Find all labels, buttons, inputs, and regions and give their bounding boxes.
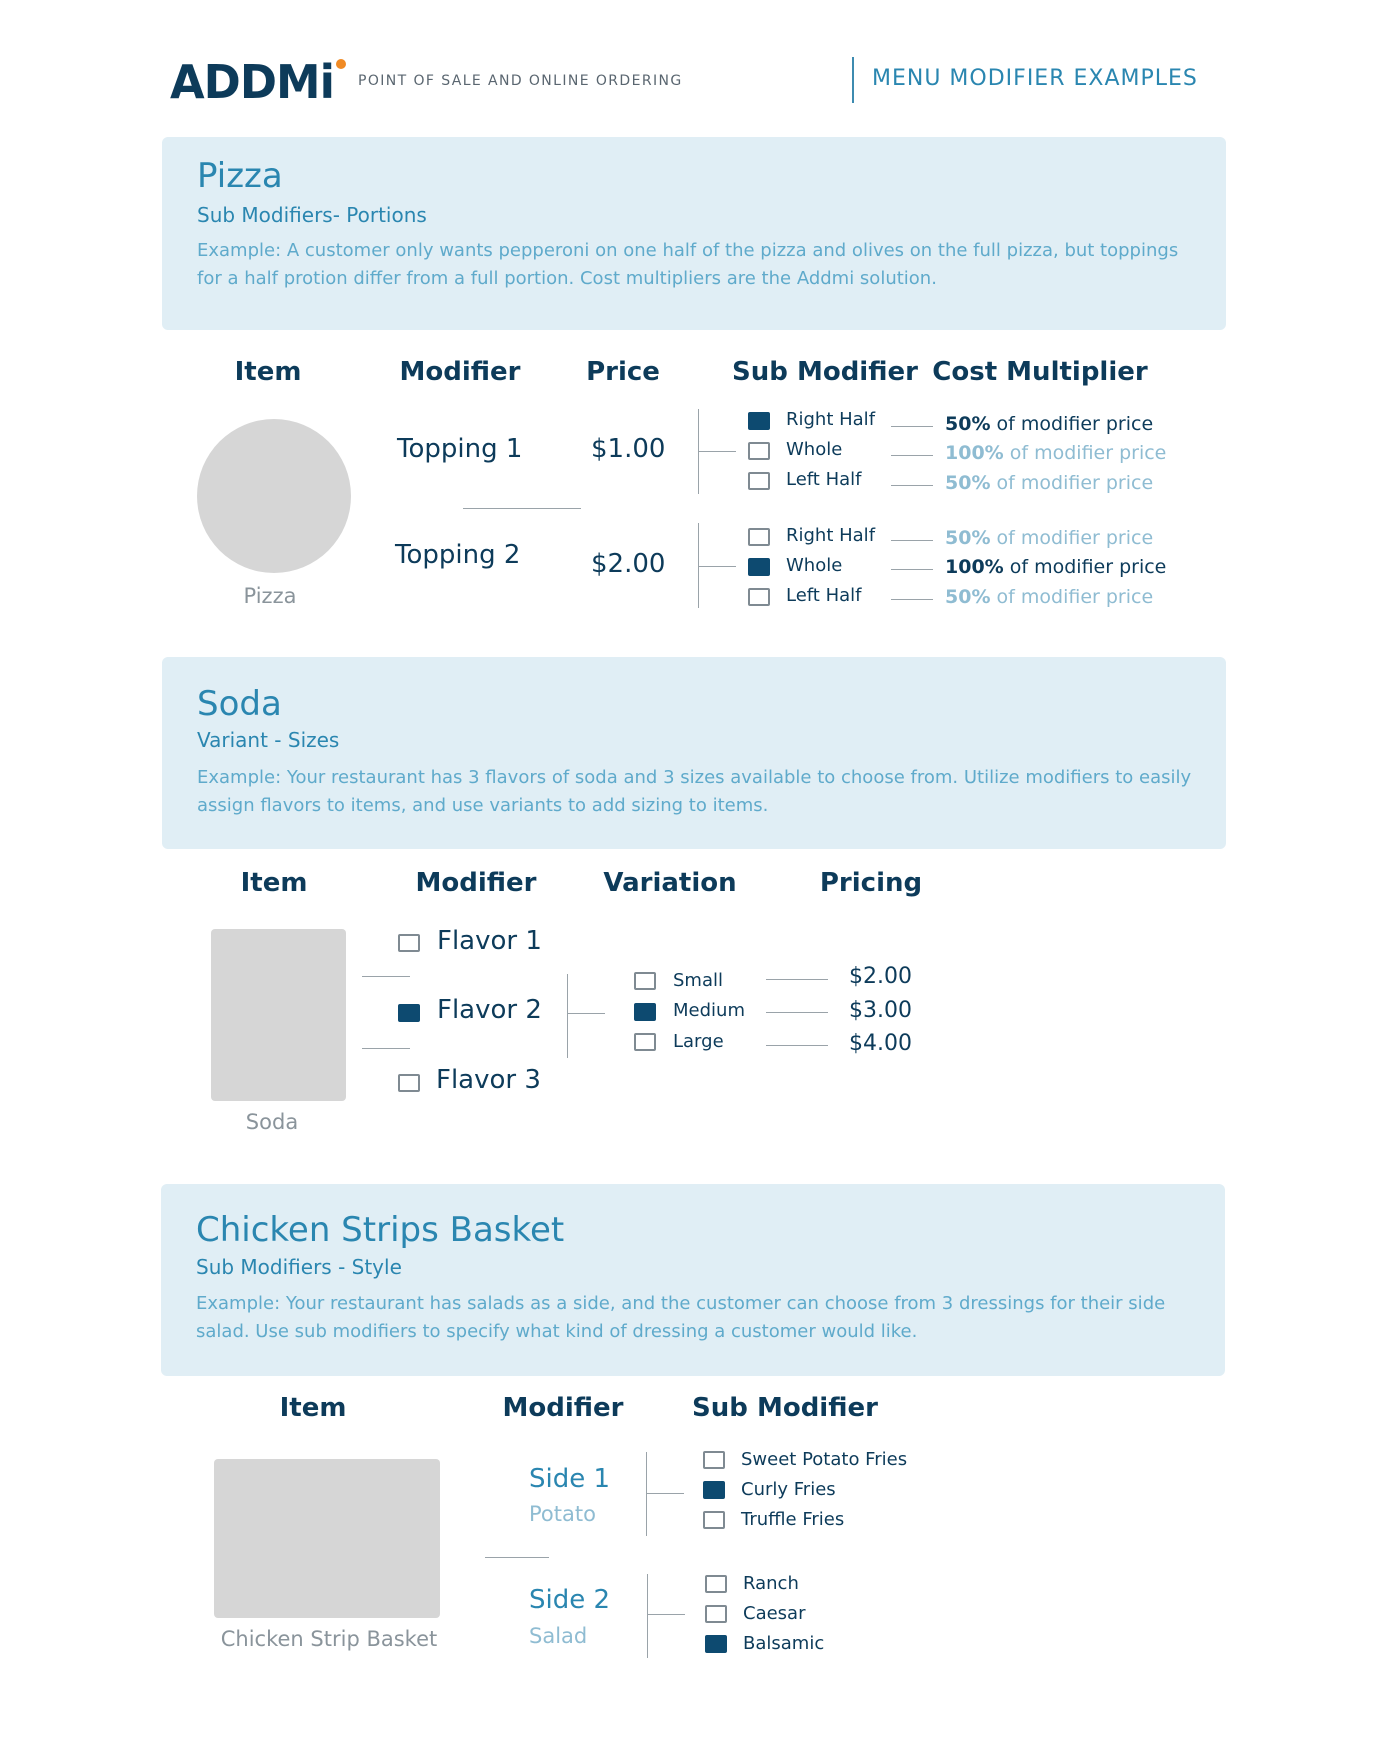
sub-modifier-checkbox[interactable] [748,412,770,430]
size-checkbox[interactable] [634,1033,656,1051]
connector-line [891,485,933,486]
size-label: Large [673,1031,724,1052]
sub-modifier-label: Whole [786,439,843,460]
pizza-panel-title: Pizza [197,156,283,196]
pizza-image-placeholder [197,419,351,573]
header-tagline: POINT OF SALE AND ONLINE ORDERING [358,73,683,89]
sub-modifier-checkbox[interactable] [703,1451,725,1469]
side-subtitle: Salad [529,1624,588,1648]
sub-modifier-label: Right Half [786,525,876,546]
sub-modifier-checkbox[interactable] [705,1635,727,1653]
pizza-modifier-name: Topping 1 [397,434,523,464]
pizza-header-modifier: Modifier [399,357,521,387]
pizza-panel-description: Example: A customer only wants pepperoni on one half of the pizza and olives on the full pizza, but toppings for a half protion differ from a full portion. Cost multipliers are the Addmi solution. [197,240,1179,289]
side-title: Side 2 [529,1585,611,1615]
pizza-header-cost-multiplier: Cost Multiplier [932,357,1148,387]
sub-modifier-label: Caesar [743,1603,806,1624]
connector-line [646,1452,647,1536]
pizza-header-sub-modifier: Sub Modifier [732,357,918,387]
connector-line [891,599,933,600]
pizza-header-price: Price [586,357,660,387]
chicken-panel-title: Chicken Strips Basket [196,1210,565,1250]
chicken-info-panel [161,1184,1225,1376]
cost-multiplier-text: 50% of modifier price [945,472,1154,494]
soda-panel-subtitle: Variant - Sizes [197,728,340,752]
sub-modifier-checkbox[interactable] [705,1575,727,1593]
size-price: $2.00 [849,964,912,989]
flavor-checkbox[interactable] [398,1074,420,1092]
size-checkbox[interactable] [634,1003,656,1021]
pizza-modifier-name: Topping 2 [395,540,521,570]
soda-panel-description: Example: Your restaurant has 3 flavors of soda and 3 sizes available to choose from. Utilize modifiers to easily assign flavors to items, and use variants to add sizing to items. [197,767,1192,816]
pizza-panel-subtitle: Sub Modifiers- Portions [197,203,427,227]
connector-line [891,426,933,427]
pizza-header-item: Item [234,357,302,387]
side-subtitle: Potato [529,1502,596,1526]
connector-line [698,451,736,452]
sub-modifier-checkbox[interactable] [748,472,770,490]
modifier-divider [362,1048,410,1049]
sub-modifier-checkbox[interactable] [748,588,770,606]
addmi-logo [170,58,346,104]
chicken-item-label: Chicken Strip Basket [220,1627,438,1651]
sub-modifier-checkbox[interactable] [703,1511,725,1529]
side-title: Side 1 [529,1464,611,1494]
logo-wordmark: ADDMi [170,58,334,104]
size-label: Small [673,970,723,991]
sub-modifier-checkbox[interactable] [748,558,770,576]
page-title: MENU MODIFIER EXAMPLES [872,66,1198,91]
connector-line [891,569,933,570]
connector-line [891,540,933,541]
chicken-header-modifier: Modifier [502,1393,624,1423]
pizza-modifier-price: $2.00 [591,549,666,579]
chicken-panel-subtitle: Sub Modifiers - Style [196,1255,402,1279]
cost-multiplier-text: 100% of modifier price [945,442,1167,464]
size-price: $3.00 [849,998,912,1023]
size-price: $4.00 [849,1031,912,1056]
cost-multiplier-text: 50% of modifier price [945,586,1154,608]
flavor-checkbox[interactable] [398,934,420,952]
flavor-label: Flavor 3 [436,1065,541,1095]
soda-item-label: Soda [245,1110,299,1134]
soda-image-placeholder [211,929,346,1101]
sub-modifier-label: Ranch [743,1573,799,1594]
connector-line [567,1013,605,1014]
cost-multiplier-text: 50% of modifier price [945,527,1154,549]
sub-modifier-checkbox[interactable] [748,442,770,460]
cost-multiplier-text: 50% of modifier price [945,413,1154,435]
sub-modifier-label: Whole [786,555,843,576]
soda-header-modifier: Modifier [415,868,537,898]
connector-line [698,566,736,567]
connector-line [766,1012,828,1013]
connector-line [766,979,828,980]
connector-line [567,974,568,1058]
header-divider [852,57,854,103]
modifier-divider [463,508,581,509]
pizza-info-panel [162,137,1226,330]
chicken-panel-description: Example: Your restaurant has salads as a side, and the customer can choose from 3 dressings for their side salad. Use sub modifiers to specify what kind of dressing a customer would like. [196,1293,1166,1342]
sub-modifier-label: Left Half [786,469,862,490]
flavor-label: Flavor 1 [437,926,542,956]
chicken-header-item: Item [279,1393,347,1423]
size-label: Medium [673,1000,745,1021]
logo-dot [336,59,346,69]
chicken-image-placeholder [214,1459,440,1618]
cost-multiplier-text: 100% of modifier price [945,556,1167,578]
sub-modifier-label: Sweet Potato Fries [741,1449,908,1470]
sub-modifier-checkbox[interactable] [703,1481,725,1499]
sub-modifier-checkbox[interactable] [705,1605,727,1623]
sub-modifier-label: Balsamic [743,1633,825,1654]
sub-modifier-checkbox[interactable] [748,528,770,546]
connector-line [891,455,933,456]
connector-line [647,1574,648,1658]
pizza-item-label: Pizza [243,584,297,608]
size-checkbox[interactable] [634,972,656,990]
pizza-modifier-price: $1.00 [591,434,666,464]
sub-modifier-label: Curly Fries [741,1479,836,1500]
flavor-label: Flavor 2 [437,995,542,1025]
connector-line [647,1614,685,1615]
connector-line [766,1045,828,1046]
flavor-checkbox[interactable] [398,1004,420,1022]
chicken-header-sub-modifier: Sub Modifier [692,1393,878,1423]
soda-header-item: Item [240,868,308,898]
modifier-divider [485,1557,549,1558]
sub-modifier-label: Left Half [786,585,862,606]
soda-info-panel [162,657,1226,849]
connector-line [646,1493,684,1494]
soda-header-pricing: Pricing [819,868,923,898]
soda-header-variation: Variation [603,868,737,898]
soda-panel-title: Soda [197,684,282,724]
sub-modifier-label: Truffle Fries [741,1509,845,1530]
modifier-divider [362,976,410,977]
sub-modifier-label: Right Half [786,409,876,430]
